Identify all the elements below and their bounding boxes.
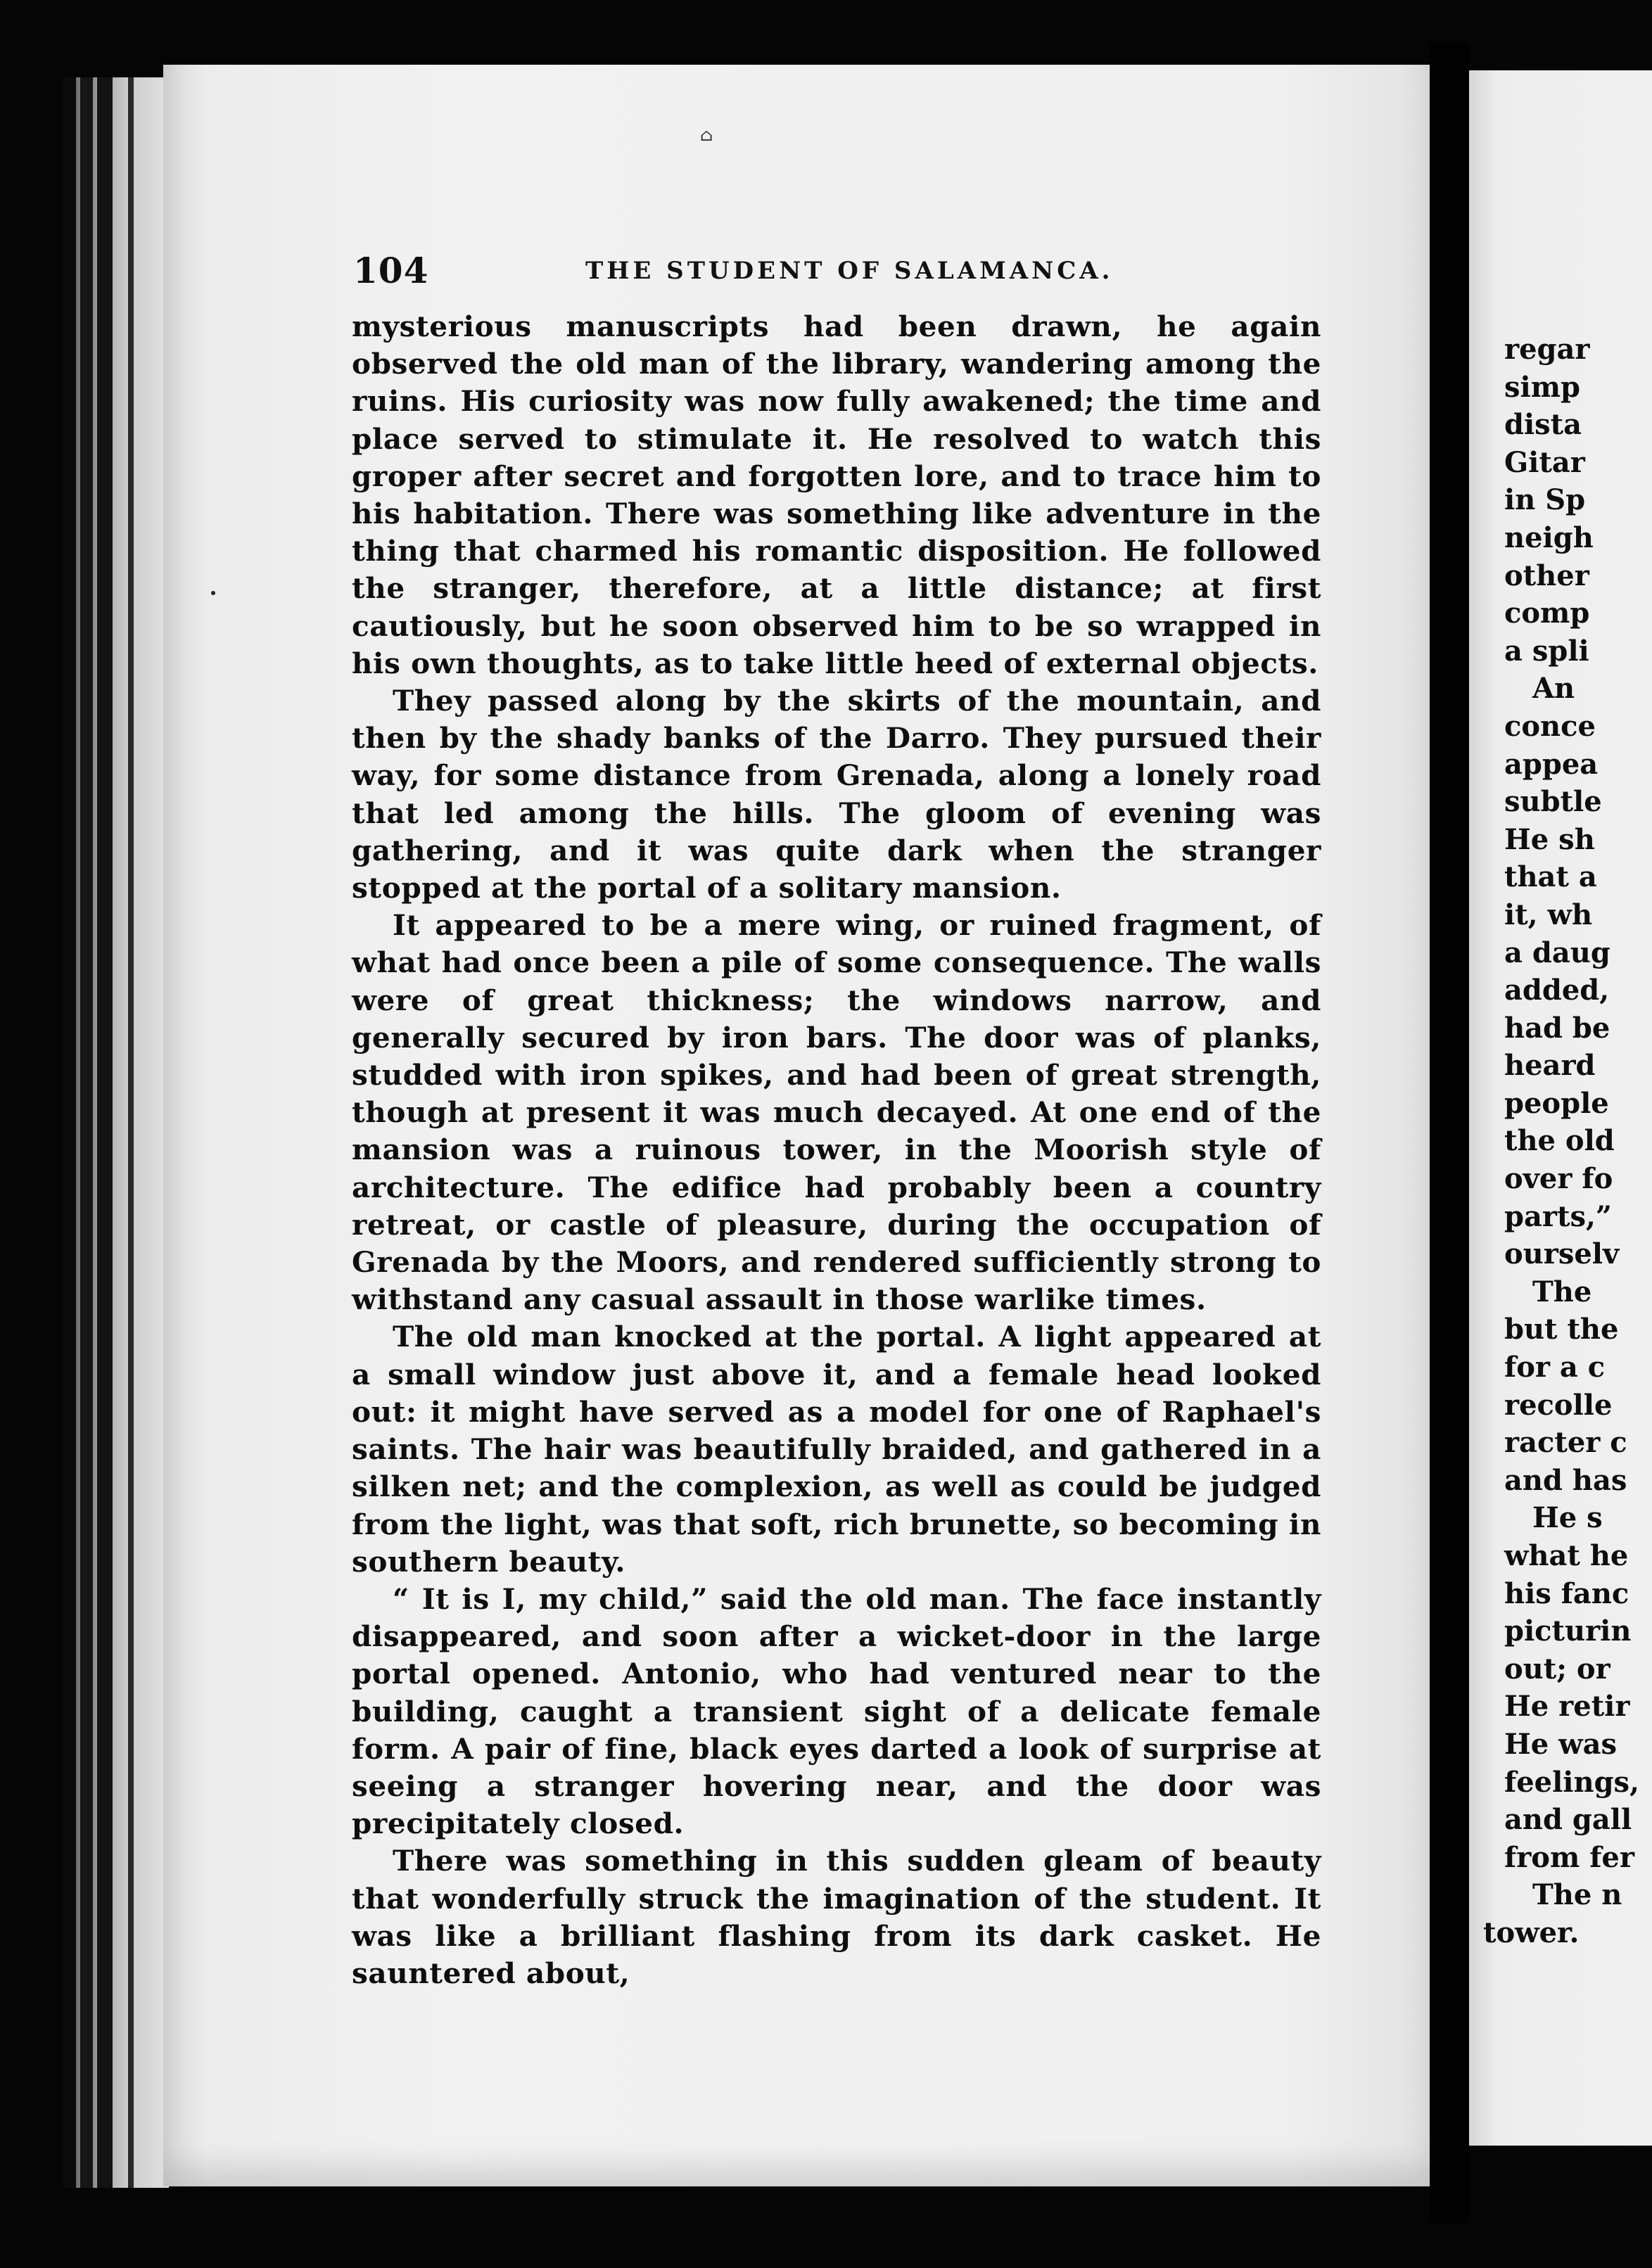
body-text — [352, 308, 1321, 1992]
facing-page-line: other — [1504, 559, 1589, 592]
facing-page-line: appea — [1504, 747, 1599, 781]
facing-page-line: The — [1532, 1275, 1592, 1308]
paragraph: mysterious manuscripts had been drawn, he again observed the old man of the library, wandering among the ruins. His curiosity was now fully awakened; the time and place served to stimulate it. He resolved to watch this groper after secret and forgotten lore, and to trace him to his habitation. There was something like adventure in the thing that charmed his romantic disposition. He followed the stranger, therefore, at a little distance; at first cautiously, but he soon observed him to be so wrapped in his own thoughts, as to take little heed of external objects. — [352, 310, 1321, 680]
facing-page-line: dista — [1504, 408, 1582, 442]
running-head — [353, 250, 1324, 299]
facing-page-line: comp — [1504, 597, 1590, 630]
facing-page-line: subtle — [1504, 785, 1602, 819]
facing-page-line: regar — [1504, 333, 1590, 366]
book-binding-edge — [63, 77, 169, 2188]
facing-page-line: had be — [1504, 1011, 1610, 1045]
page-number: 104 — [353, 250, 429, 291]
facing-page-line: racter c — [1504, 1426, 1627, 1460]
facing-page-line: added, — [1504, 974, 1610, 1007]
facing-page-line: for a c — [1504, 1351, 1606, 1384]
facing-page-line: heard — [1504, 1049, 1596, 1083]
paragraph: The old man knocked at the portal. A light appeared at a small window just above it, and a female head looked out: it might have served as a model for one of Raphael's saints. The hair was beautifully braided, and gathered in a silken net; and the complexion, as well as could be judged from the light, was that soft, rich brunette, so becoming in southern beauty. — [352, 1320, 1321, 1579]
facing-page-line: recolle — [1504, 1388, 1613, 1422]
facing-page-line: He was — [1504, 1727, 1618, 1761]
facing-page-line: Gitar — [1504, 445, 1585, 479]
facing-page-line: his fanc — [1504, 1576, 1629, 1610]
facing-page-line: out; or — [1504, 1652, 1610, 1686]
page-gutter — [1430, 42, 1469, 2223]
facing-page-line: the old — [1504, 1124, 1615, 1158]
facing-page-line: but the — [1504, 1313, 1619, 1346]
facing-page-line: a spli — [1504, 634, 1589, 668]
facing-page-line: in Sp — [1504, 483, 1586, 517]
facing-page-line: tower. — [1483, 1916, 1580, 1949]
facing-page-line: that a — [1504, 860, 1597, 894]
facing-page-line: parts,” — [1504, 1199, 1612, 1233]
paragraph: They passed along by the skirts of the mountain, and then by the shady banks of the Darro. They pursued their way, for some distance from Grenada, along a lonely road that led among the hills. The gloom of evening was gathering, and it was quite dark when the stranger stopped at the portal of a solitary mansion. — [352, 684, 1321, 905]
facing-page-line: ourselv — [1504, 1237, 1620, 1271]
facing-page-line: conce — [1504, 709, 1596, 743]
facing-page-line: The n — [1532, 1878, 1622, 1912]
facing-page-line: He sh — [1504, 822, 1595, 856]
ink-smudge-mark: ⌂ — [700, 125, 713, 145]
facing-page-line: He retir — [1504, 1690, 1630, 1724]
facing-page-line: people — [1504, 1086, 1609, 1120]
facing-page-line: and has — [1504, 1463, 1627, 1497]
facing-page-line: An — [1532, 672, 1575, 706]
facing-page-line: simp — [1504, 370, 1581, 404]
facing-page-line: it, wh — [1504, 898, 1593, 931]
running-title: THE STUDENT OF SALAMANCA. — [585, 257, 1114, 285]
paragraph: It appeared to be a mere wing, or ruined fragment, of what had once been a pile of some consequence. The walls were of great thickness; the windows narrow, and generally secured by iron bars. The door was of planks, studded with iron spikes, and had been of great strength, though at present it was much decayed. At one end of the mansion was a ruinous tower, in the Moorish style of architecture. The edifice had probably been a country retreat, or castle of pleasure, during the occupation of Grenada by the Moors, and rendered sufficiently strong to withstand any casual assault in those warlike times. — [352, 908, 1321, 1317]
paragraph: “ It is I, my child,” said the old man. The face instantly disappeared, and soon after a wicket-door in the large portal opened. Antonio, who had ventured near to the building, caught a transient sight of a delicate female form. A pair of fine, black eyes darted a look of surprise at seeing a stranger hovering near, and the door was precipitately closed. — [352, 1581, 1321, 1841]
facing-page-line: a daug — [1504, 936, 1610, 969]
facing-page-line: from fer — [1504, 1840, 1634, 1874]
facing-page-line: He s — [1532, 1501, 1603, 1535]
dust-speck — [211, 591, 215, 595]
facing-page-text-fragments — [1483, 331, 1652, 1952]
facing-page-line: what he — [1504, 1539, 1629, 1572]
facing-page-line: picturin — [1504, 1614, 1632, 1648]
facing-page-line: neigh — [1504, 521, 1594, 554]
facing-page-line: and gall — [1504, 1803, 1632, 1837]
facing-page-line: feelings, — [1504, 1765, 1639, 1799]
paragraph: There was something in this sudden gleam of beauty that wonderfully struck the imagination of the student. It was like a brilliant flashing from its dark casket. He sauntered about, — [352, 1844, 1321, 1990]
facing-page-line: over fo — [1504, 1162, 1613, 1196]
